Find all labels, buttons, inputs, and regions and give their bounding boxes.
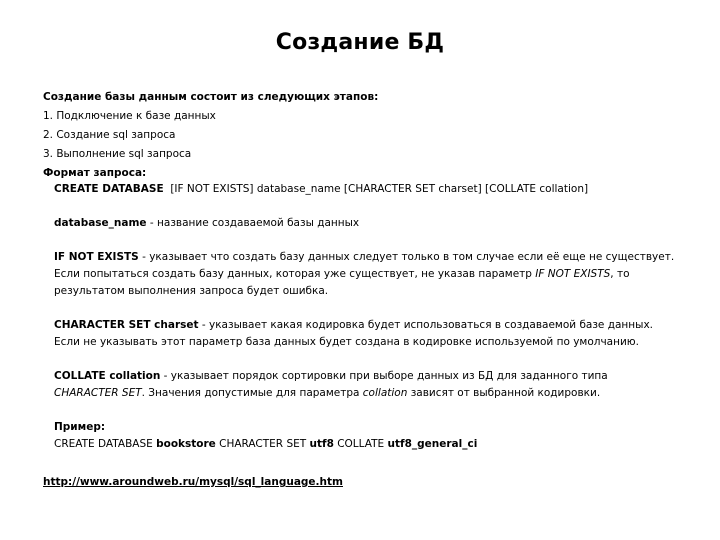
example-block xyxy=(54,419,693,453)
collate-italic-charset: CHARACTER SET xyxy=(54,387,142,399)
step-2: 2. Создание sql запроса xyxy=(43,129,176,141)
format-details xyxy=(54,181,693,453)
character-set-term: CHARACTER SET charset xyxy=(54,319,199,331)
collate-line-1 xyxy=(54,368,693,385)
syntax-line xyxy=(54,181,693,198)
collate-block xyxy=(54,368,693,402)
if-not-exists-desc-2: Если попытаться создать базу данных, которая уже существует, не указав параметр xyxy=(54,268,536,280)
example-collation: utf8_general_ci xyxy=(387,438,478,450)
slide-content xyxy=(43,88,693,492)
collate-desc-2-end: зависят от выбранной кодировки. xyxy=(407,387,601,399)
example-code xyxy=(54,436,693,453)
step-1: 1. Подключение к базе данных xyxy=(43,110,216,122)
character-set-line-1 xyxy=(54,317,693,334)
if-not-exists-block xyxy=(54,249,693,300)
example-db-name: bookstore xyxy=(156,438,216,450)
format-heading: Формат запроса: xyxy=(43,167,147,179)
if-not-exists-term: IF NOT EXISTS xyxy=(54,251,139,263)
if-not-exists-line-3: результатом выполнения запроса будет ошибка. xyxy=(54,285,329,297)
collate-term: COLLATE collation xyxy=(54,370,161,382)
character-set-line-2: Если не указывать этот параметр база данных будет создана в кодировке используемой по умолчанию. xyxy=(54,336,639,348)
if-not-exists-italic: IF NOT EXISTS xyxy=(535,268,611,280)
example-charset: utf8 xyxy=(309,438,334,450)
slide-title: Создание БД xyxy=(275,30,445,55)
database-name-block xyxy=(54,215,693,232)
collate-italic-collation: collation xyxy=(362,387,408,399)
intro-text: Создание базы данным состоит из следующих этапов: xyxy=(43,91,379,103)
collate-desc-2: . Значения допустимые для параметра xyxy=(141,387,363,399)
syntax-block xyxy=(54,181,693,198)
example-part-5: COLLATE xyxy=(333,438,388,450)
reference-link[interactable]: http://www.aroundweb.ru/mysql/sql_language.htm xyxy=(43,476,343,488)
collate-line-2 xyxy=(54,385,693,402)
syntax-keyword: CREATE DATABASE xyxy=(54,183,164,195)
database-name-term: database_name xyxy=(54,217,147,229)
collate-desc-1: - указывает порядок сортировки при выборе данных из БД для заданного типа xyxy=(160,370,608,382)
example-part-3: CHARACTER SET xyxy=(215,438,310,450)
step-3: 3. Выполнение sql запроса xyxy=(43,148,192,160)
if-not-exists-line-1 xyxy=(54,249,693,266)
example-part-1: CREATE DATABASE xyxy=(54,438,157,450)
if-not-exists-line-2 xyxy=(54,266,693,283)
database-name-line xyxy=(54,215,693,232)
if-not-exists-desc-1: - указывает что создать базу данных следует только в том случае если её еще не существует. xyxy=(138,251,675,263)
example-heading: Пример: xyxy=(54,421,106,433)
character-set-block xyxy=(54,317,693,351)
character-set-desc-1: - указывает какая кодировка будет использоваться в создаваемой базе данных. xyxy=(198,319,653,331)
if-not-exists-desc-2-end: , то xyxy=(610,268,630,280)
syntax-rest: [IF NOT EXISTS] database_name [CHARACTER SET charset] [COLLATE collation] xyxy=(170,183,589,195)
database-name-desc: - название создаваемой базы данных xyxy=(146,217,360,229)
